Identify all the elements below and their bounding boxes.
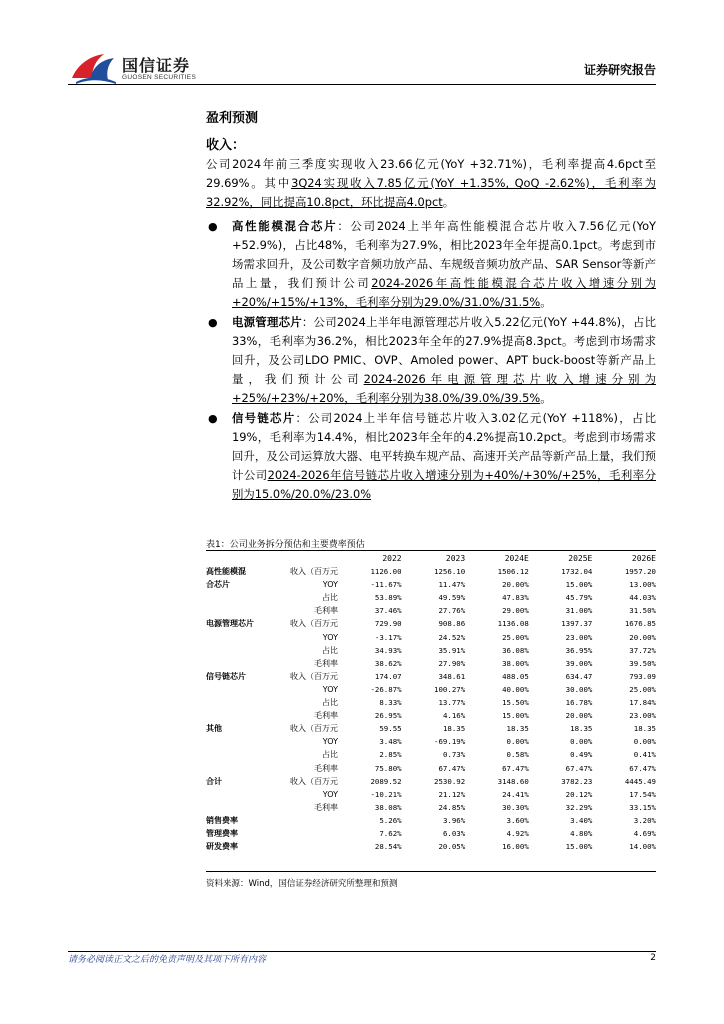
table-cell: 4.16% bbox=[442, 711, 466, 721]
metric-label bbox=[276, 840, 338, 853]
metric-label: YOY bbox=[322, 737, 338, 747]
segment-label: 电源管理芯片 bbox=[206, 619, 254, 629]
table-row bbox=[206, 827, 656, 840]
table-cell: 49.59% bbox=[438, 593, 466, 603]
table-cell: 27.90% bbox=[438, 658, 466, 668]
table-cell: 3.48% bbox=[379, 737, 402, 747]
table-cell: -3.17% bbox=[374, 632, 402, 642]
segment-label bbox=[206, 644, 276, 657]
table-row bbox=[206, 644, 656, 657]
page-header bbox=[0, 0, 724, 90]
table-cell: 1506.12 bbox=[497, 567, 529, 577]
table-cell: 14.00% bbox=[629, 842, 656, 852]
table-cell: 1136.08 bbox=[497, 619, 529, 629]
segment-label: 其他 bbox=[206, 724, 222, 734]
table-row bbox=[206, 748, 656, 761]
table-cell: 18.35 bbox=[570, 724, 593, 734]
bullet-highlight: 2024-2026年高性能模混合芯片收入增速分别为+20%/+15%/+13%，毛利率分别为29.0%/31.0%/31.5% bbox=[232, 276, 656, 309]
table-row bbox=[206, 604, 656, 617]
table-cell: 16.78% bbox=[565, 698, 593, 708]
table-cell: 793.09 bbox=[629, 671, 656, 681]
bullet-paragraph-analog bbox=[232, 217, 656, 312]
segment-label bbox=[206, 709, 276, 722]
segment-label bbox=[206, 748, 276, 761]
year-header: 2026E bbox=[631, 554, 656, 563]
guosen-logo-icon bbox=[70, 50, 120, 86]
table-row bbox=[206, 735, 656, 748]
table-title: 表1：公司业务拆分预估和主要费率预估 bbox=[206, 540, 365, 550]
table-cell: 39.50% bbox=[629, 658, 656, 668]
table-row bbox=[206, 631, 656, 644]
segment-label bbox=[206, 631, 276, 644]
table-cell: 31.00% bbox=[565, 606, 593, 616]
table-cell: 4445.49 bbox=[624, 776, 656, 786]
year-header: 2022 bbox=[382, 554, 402, 563]
table-cell: 31.50% bbox=[629, 606, 656, 616]
metric-label: 占比 bbox=[322, 750, 338, 760]
table-cell: 67.47% bbox=[502, 763, 529, 773]
table-cell: 59.55 bbox=[379, 724, 402, 734]
segment-label: 研发费率 bbox=[206, 842, 238, 852]
table-cell: 0.00% bbox=[633, 737, 656, 747]
segment-label bbox=[206, 683, 276, 696]
table-cell: 17.54% bbox=[629, 789, 656, 799]
bullet-paragraph-signal bbox=[232, 409, 656, 504]
table-cell: 0.49% bbox=[570, 750, 593, 760]
table-source: 资料来源：Wind，国信证券经济研究所整理和预测 bbox=[206, 879, 398, 889]
segment-label bbox=[206, 591, 276, 604]
logo-name-cn: 国信证券 bbox=[122, 56, 191, 75]
table-cell: 24.85% bbox=[438, 802, 466, 812]
table-cell: 37.72% bbox=[629, 645, 656, 655]
report-type-label: 证券研究报告 bbox=[583, 63, 656, 77]
table-cell: 47.83% bbox=[502, 593, 529, 603]
table-cell: 15.00% bbox=[565, 580, 593, 590]
table-cell: 1732.04 bbox=[561, 567, 593, 577]
segment-label bbox=[206, 604, 276, 617]
table-row bbox=[206, 591, 656, 604]
table-row bbox=[206, 657, 656, 670]
table-row bbox=[206, 617, 656, 630]
logo-name-en: GUOSEN SECURITIES bbox=[122, 74, 197, 81]
bullet-title: 高性能模混合芯片 bbox=[232, 219, 338, 233]
table-cell: 38.08% bbox=[374, 802, 402, 812]
table-cell: 3148.60 bbox=[497, 776, 529, 786]
table-cell: 33.15% bbox=[629, 802, 656, 812]
table-cell: 2530.92 bbox=[434, 776, 466, 786]
table-cell: -11.67% bbox=[370, 580, 402, 590]
table-cell: 13.00% bbox=[629, 580, 656, 590]
table-cell: 0.58% bbox=[506, 750, 529, 760]
table-cell: 13.77% bbox=[438, 698, 466, 708]
table-bottom-rule bbox=[206, 871, 656, 872]
intro-text: 公司2024年前三季度实现收入23.66亿元(YoY +32.71%)，毛利率提高4.6pct至29.69%。其中 bbox=[206, 157, 656, 190]
table-row bbox=[206, 696, 656, 709]
metric-label: YOY bbox=[322, 789, 338, 799]
table-cell: 20.00% bbox=[565, 711, 593, 721]
metric-label bbox=[276, 814, 338, 827]
bullet-end: 。 bbox=[540, 295, 552, 309]
table-cell: 0.00% bbox=[570, 737, 593, 747]
table-row bbox=[206, 762, 656, 775]
table-cell: 67.47% bbox=[629, 763, 656, 773]
metric-label: 占比 bbox=[322, 645, 338, 655]
table-cell: -26.87% bbox=[370, 684, 402, 694]
table-row bbox=[206, 801, 656, 814]
table-cell: 1957.20 bbox=[624, 567, 656, 577]
table-cell: 1676.85 bbox=[624, 619, 656, 629]
table-row bbox=[206, 709, 656, 722]
metric-label: 占比 bbox=[322, 593, 338, 603]
year-header: 2023 bbox=[445, 554, 466, 563]
table-cell: 174.07 bbox=[374, 671, 402, 681]
segment-label bbox=[206, 657, 276, 670]
table-cell: -10.21% bbox=[370, 789, 402, 799]
table-row bbox=[206, 840, 656, 853]
table-row bbox=[206, 788, 656, 801]
intro-paragraph bbox=[206, 155, 656, 212]
table-cell: 28.54% bbox=[374, 842, 402, 852]
segment-label: 信号链芯片 bbox=[206, 671, 246, 681]
metric-label: YOY bbox=[322, 684, 338, 694]
table-cell: 18.35 bbox=[633, 724, 656, 734]
bullet-paragraph-power bbox=[232, 313, 656, 408]
segment-label: 销售费率 bbox=[206, 815, 238, 825]
table-cell: 36.95% bbox=[565, 645, 593, 655]
table-cell: 53.89% bbox=[374, 593, 402, 603]
bullet-highlight: 2024-2026年电源管理芯片收入增速分别为+25%/+23%/+20%，毛利率分别为38.0%/39.0%/39.5% bbox=[232, 372, 656, 405]
table-cell: -69.19% bbox=[434, 737, 466, 747]
table-cell: 30.30% bbox=[502, 802, 529, 812]
table-cell: 0.00% bbox=[506, 737, 529, 747]
segment-label bbox=[206, 696, 276, 709]
table-row bbox=[206, 670, 656, 683]
subsection-title: 收入： bbox=[206, 138, 246, 153]
metric-label: 收入（百万元 bbox=[290, 567, 338, 577]
table-cell: 6.03% bbox=[442, 828, 466, 838]
intro-highlight: 3Q24实现收入7.85亿元(YoY +1.35%, QoQ -2.62%)，毛利率为32.92%，同比提高10.8pct，环比提高4.0pct bbox=[206, 176, 656, 209]
metric-label: 占比 bbox=[322, 698, 338, 708]
table-cell: 18.35 bbox=[506, 724, 529, 734]
metric-label: 收入（百万元 bbox=[290, 619, 338, 629]
table-row bbox=[206, 814, 656, 827]
table-cell: 38.62% bbox=[374, 658, 402, 668]
table-cell: 25.00% bbox=[502, 632, 529, 642]
table-cell: 25.00% bbox=[629, 684, 656, 694]
table-cell: 44.03% bbox=[629, 593, 656, 603]
table-cell: 45.79% bbox=[565, 593, 593, 603]
bullet-title: 信号链芯片 bbox=[232, 411, 296, 425]
table-cell: 24.41% bbox=[502, 789, 529, 799]
metric-label: 收入（百万元 bbox=[290, 724, 338, 734]
table-top-rule bbox=[206, 550, 656, 551]
table-cell: 23.00% bbox=[565, 632, 593, 642]
table-row bbox=[206, 722, 656, 735]
bullet-title: 电源管理芯片 bbox=[232, 315, 302, 329]
page-number: 2 bbox=[650, 953, 656, 963]
table-cell: 24.52% bbox=[438, 632, 466, 642]
table-cell: 15.00% bbox=[502, 711, 529, 721]
bullet-dot-icon: ● bbox=[208, 316, 218, 329]
table-cell: 11.47% bbox=[438, 580, 466, 590]
metric-label: 毛利率 bbox=[314, 711, 338, 721]
segment-label: 高性能模混 bbox=[206, 567, 246, 577]
table-cell: 67.47% bbox=[438, 763, 466, 773]
table-cell: 26.95% bbox=[374, 711, 402, 721]
table-cell: 75.80% bbox=[374, 763, 402, 773]
forecast-table bbox=[206, 552, 656, 853]
table-cell: 3.40% bbox=[570, 815, 593, 825]
table-row bbox=[206, 565, 656, 578]
table-cell: 38.00% bbox=[502, 658, 529, 668]
metric-label bbox=[276, 827, 338, 840]
segment-label bbox=[206, 735, 276, 748]
bullet-text: ：公司2024上半年信号链芯片收入3.02亿元(YoY +118%)，占比19%，毛利率为14.4%，相比2023年全年的4.2%提高10.2pct。考虑到市场需求回升，及公司运算放大器、电平转换车规产品、高速开关产品等新产品上量，我们预计公司 bbox=[232, 411, 656, 482]
header-divider bbox=[68, 84, 656, 85]
table-cell: 4.92% bbox=[506, 828, 529, 838]
metric-label: YOY bbox=[322, 580, 338, 590]
table-cell: 4.69% bbox=[633, 828, 656, 838]
table-cell: 15.00% bbox=[565, 842, 593, 852]
bullet-end: 。 bbox=[540, 391, 552, 405]
metric-label: 收入（百万元 bbox=[290, 776, 338, 786]
table-cell: 16.00% bbox=[502, 842, 529, 852]
segment-label bbox=[206, 762, 276, 775]
metric-label: 毛利率 bbox=[314, 658, 338, 668]
table-cell: 3.96% bbox=[442, 815, 466, 825]
table-cell: 20.00% bbox=[502, 580, 529, 590]
table-cell: 27.76% bbox=[438, 606, 466, 616]
table-cell: 29.00% bbox=[502, 606, 529, 616]
bullet-text: ：公司2024上半年高性能模混合芯片收入7.56亿元(YoY +52.9%)，占比48%，毛利率为27.9%，相比2023年全年提高0.1pct。考虑到市场需求回升，及公司数字音频功放产品、车规级音频功放产品、SAR Sensor等新产品上量，我们预计公司 bbox=[232, 219, 656, 290]
table-cell: 17.84% bbox=[629, 698, 656, 708]
year-header: 2025E bbox=[568, 554, 593, 563]
table-cell: 18.35 bbox=[442, 724, 466, 734]
bullet-text: ：公司2024上半年电源管理芯片收入5.22亿元(YoY +44.8%)，占比33%，毛利率为36.2%，相比2023年全年的27.9%提高8.3pct。考虑到市场需求回升，及公司LDO PMIC、OVP、Amoled power、APT buck-boost等新产品上量，我们预计公司 bbox=[232, 315, 656, 386]
table-cell: 1397.37 bbox=[561, 619, 593, 629]
table-cell: 20.00% bbox=[629, 632, 656, 642]
intro-end: 。 bbox=[442, 195, 455, 209]
table-cell: 7.62% bbox=[379, 828, 402, 838]
segment-label: 合芯片 bbox=[206, 580, 230, 590]
table-row bbox=[206, 775, 656, 788]
table-cell: 34.93% bbox=[374, 645, 402, 655]
metric-label: 毛利率 bbox=[314, 606, 338, 616]
segment-label bbox=[206, 801, 276, 814]
table-cell: 37.46% bbox=[374, 606, 402, 616]
bullet-dot-icon: ● bbox=[208, 412, 218, 425]
metric-label: 毛利率 bbox=[314, 802, 338, 812]
segment-label: 管理费率 bbox=[206, 828, 238, 838]
table-cell: 4.80% bbox=[570, 828, 593, 838]
table-cell: 2.85% bbox=[379, 750, 402, 760]
section-title: 盈利预测 bbox=[206, 111, 259, 126]
table-cell: 23.00% bbox=[629, 711, 656, 721]
table-cell: 30.00% bbox=[565, 684, 593, 694]
table-cell: 3.20% bbox=[633, 815, 656, 825]
table-cell: 2089.52 bbox=[370, 776, 402, 786]
table-cell: 21.12% bbox=[438, 789, 466, 799]
table-row bbox=[206, 578, 656, 591]
table-cell: 3.60% bbox=[506, 815, 529, 825]
metric-label: 毛利率 bbox=[314, 763, 338, 773]
table-row bbox=[206, 683, 656, 696]
table-cell: 67.47% bbox=[565, 763, 593, 773]
bullet-dot-icon: ● bbox=[208, 220, 218, 233]
table-cell: 634.47 bbox=[565, 671, 593, 681]
table-cell: 39.00% bbox=[565, 658, 593, 668]
table-cell: 1126.00 bbox=[370, 567, 402, 577]
metric-label: YOY bbox=[322, 632, 338, 642]
table-cell: 20.05% bbox=[438, 842, 466, 852]
bullet-highlight: 2024-2026年信号链芯片收入增速分别为+40%/+30%/+25%，毛利率分别为15.0%/20.0%/23.0% bbox=[232, 468, 656, 501]
table-cell: 488.05 bbox=[502, 671, 529, 681]
table-cell: 1256.10 bbox=[434, 567, 466, 577]
table-cell: 0.41% bbox=[633, 750, 656, 760]
segment-label bbox=[206, 788, 276, 801]
segment-label: 合计 bbox=[206, 776, 222, 786]
table-cell: 40.00% bbox=[502, 684, 529, 694]
table-cell: 0.73% bbox=[442, 750, 466, 760]
table-cell: 3782.23 bbox=[561, 776, 593, 786]
table-cell: 5.26% bbox=[379, 815, 402, 825]
table-cell: 8.33% bbox=[379, 698, 402, 708]
year-header: 2024E bbox=[504, 554, 529, 563]
footer-disclaimer: 请务必阅读正文之后的免责声明及其项下所有内容 bbox=[68, 955, 267, 965]
table-cell: 100.27% bbox=[434, 684, 466, 694]
table-cell: 729.90 bbox=[374, 619, 402, 629]
table-cell: 36.08% bbox=[502, 645, 529, 655]
table-cell: 348.61 bbox=[438, 671, 466, 681]
table-cell: 20.12% bbox=[565, 789, 593, 799]
table-cell: 32.29% bbox=[565, 802, 593, 812]
table-cell: 35.91% bbox=[438, 645, 466, 655]
table-cell: 15.50% bbox=[502, 698, 529, 708]
table-header-row bbox=[206, 552, 656, 565]
table-cell: 908.86 bbox=[438, 619, 466, 629]
metric-label: 收入（百万元 bbox=[290, 671, 338, 681]
